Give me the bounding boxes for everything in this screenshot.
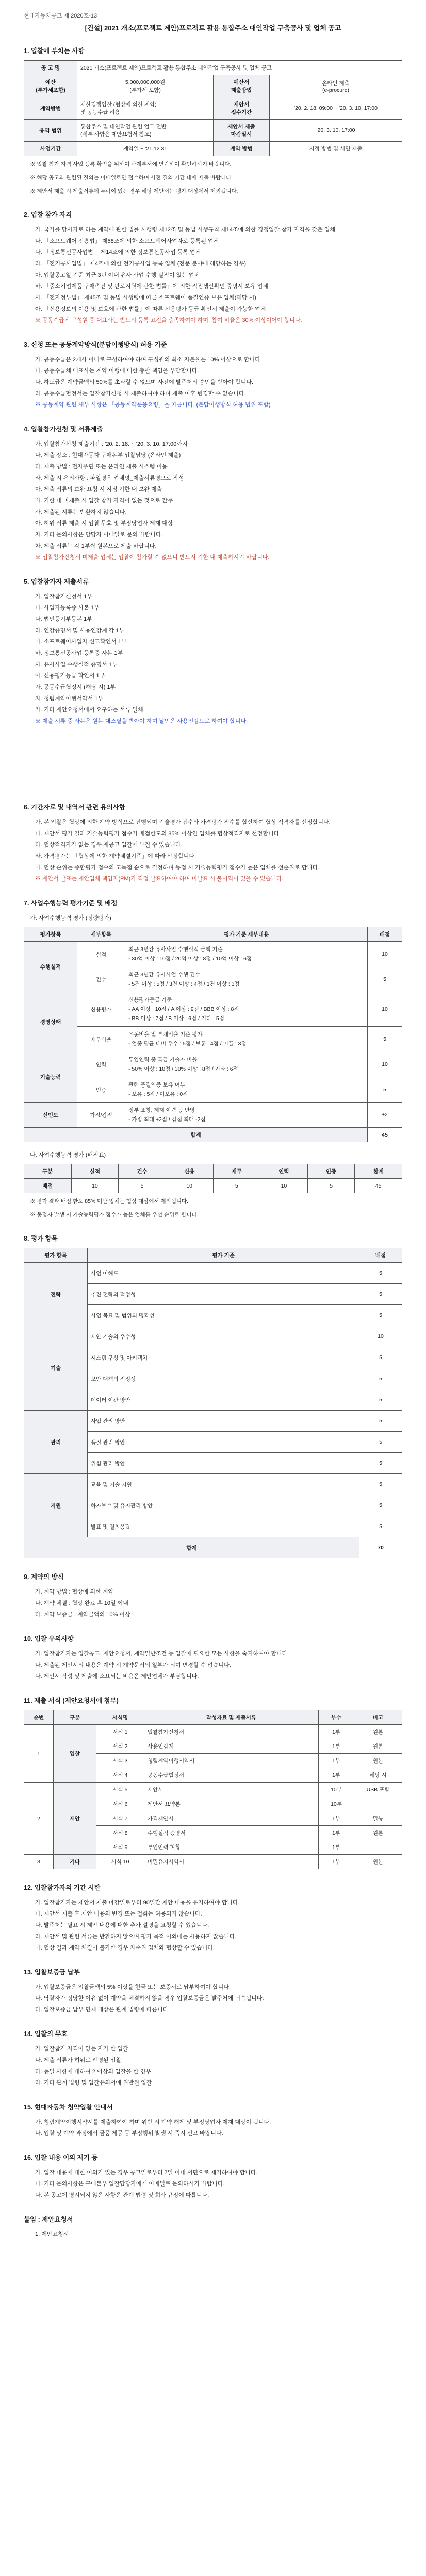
list-item: 라. 「전기공사업법」 제4조에 의한 전기공사업 등록 업체 (전문 분야에 해당하는 경우)	[35, 261, 247, 267]
list-item: 나. 제안서 제출 후 제안 내용의 변경 또는 철회는 허용되지 않습니다.	[35, 1911, 202, 1917]
table-cell: 서식 10	[96, 1855, 144, 1869]
table-cell: 기타	[54, 1855, 96, 1869]
table-cell: 10부	[319, 1797, 354, 1811]
column-header: 재무	[213, 1164, 260, 1179]
table-cell: 45	[368, 1128, 402, 1142]
list-item: 차. 청렴계약이행서약서 1부	[35, 696, 104, 702]
list-item: 다. 제안서 작성 및 제출에 소요되는 비용은 제안업체가 부담합니다.	[35, 1673, 199, 1680]
list-item: 라. 제안서 및 관련 서류는 반환하지 않으며 평가 목적 이외에는 사용하지 않습니다.	[35, 1934, 237, 1940]
table-cell: ±2	[368, 1103, 402, 1128]
table-cell: 10	[166, 1179, 213, 1193]
list-item: 라. 가격평가는 「협상에 의한 계약체결기준」에 따라 산정합니다.	[35, 853, 196, 859]
table-cell: 5	[359, 1284, 402, 1305]
list-item: 나. 제출 서류가 허위로 판명된 입찰	[35, 2057, 122, 2063]
table-cell: 발표 및 질의응답	[88, 1516, 359, 1537]
cell-value: 통합주소 및 대인작업 관련 업무 전반 (세부 사항은 제안요청서 참조)	[77, 120, 214, 142]
section-8-heading: 8. 평가 항목	[24, 1235, 58, 1242]
table-cell: 해당 시	[354, 1768, 402, 1783]
table-cell: 수행실적 증명서	[144, 1826, 319, 1840]
list-item: 나. 제출된 제안서의 내용은 계약 시 계약문서의 일부가 되며 변경할 수 없습니다.	[35, 1662, 231, 1668]
section-6-heading: 6. 기간자료 및 내역서 관련 유의사항	[24, 804, 125, 811]
table-cell: 10	[359, 1326, 402, 1347]
cell-label: 예산서 제출방법	[214, 75, 270, 97]
list-item: 나. 공동수급체 대표사는 계약 이행에 대한 총괄 책임을 부담합니다.	[35, 368, 199, 374]
list-item: 라. 제출 시 유의사항 : 파일명은 업체명_제출서류명으로 작성	[35, 475, 184, 481]
table-cell	[354, 1797, 402, 1811]
table-cell: 5	[359, 1411, 402, 1432]
document-body	[24, 11, 402, 2240]
section-3-heading: 3. 신청 또는 공동계약방식(분담이행방식) 허용 기준	[24, 341, 167, 348]
list-item: 자. 기타 문의사항은 담당자 이메일로 문의 바랍니다.	[35, 532, 163, 538]
column-header: 신용	[166, 1164, 213, 1179]
table-cell: 사업 관리 방안	[88, 1411, 359, 1432]
section-1-heading: 1. 입찰에 부치는 사항	[24, 47, 85, 55]
note: ※ 동점자 발생 시 기술능력평가 점수가 높은 업체를 우선 순위로 합니다.	[30, 1212, 199, 1218]
table-cell: 지원	[24, 1474, 88, 1537]
warning-note: ※ 입찰참가신청서 미제출 업체는 입찰에 참가할 수 없으니 반드시 기한 내 제출하시기 바랍니다.	[35, 554, 270, 561]
list-item: 가. 계약 방법 : 협상에 의한 계약	[35, 1589, 113, 1595]
note: ※ 제안서 제출 시 제출서류에 누락이 있는 경우 해당 제안서는 평가 대상에서 제외됩니다.	[30, 188, 238, 194]
table-cell: 밀봉	[354, 1811, 402, 1826]
table-cell: 3	[24, 1855, 54, 1869]
table-cell: 데이터 이관 방안	[88, 1389, 359, 1411]
list-item: 가. 입찰참가 자격이 없는 자가 한 입찰	[35, 2046, 128, 2052]
table-cell: 전략	[24, 1263, 88, 1326]
list-item: 가. 국가를 당사자로 하는 계약에 관한 법률 시행령 제12조 및 동법 시행규칙 제14조에 의한 경쟁입찰 참가 자격을 갖춘 업체	[35, 227, 335, 233]
table-cell: 5	[359, 1347, 402, 1368]
table-cell: 건수	[77, 967, 125, 992]
list-item: 다. 동일 사항에 대하여 2 이상의 입찰을 한 경우	[35, 2069, 151, 2075]
evaluation-criteria-table	[24, 927, 402, 1142]
cell-value: '20. 3. 10. 17:00	[270, 120, 402, 142]
table-cell: 5	[368, 1077, 402, 1103]
warning-note: ※ 제안서 발표는 제안업체 책임자(PM)가 직접 발표하여야 하며 미발표 시 불이익이 있을 수 있습니다.	[35, 876, 284, 882]
cell-label: 용역 범위	[24, 120, 77, 142]
list-item: 다. 「정보통신공사업법」 제14조에 의한 정보통신공사업 등록 업체	[35, 249, 201, 256]
section-10-heading: 10. 입찰 유의사항	[24, 1635, 74, 1642]
cell-label: 계약방법	[24, 97, 77, 120]
table-cell: 1부	[319, 1768, 354, 1783]
table-cell: 입찰참가신청서	[144, 1725, 319, 1739]
table-cell: 신인도	[24, 1103, 77, 1128]
table-cell: 5	[359, 1495, 402, 1516]
column-header: 작성자료 및 제출서류	[144, 1710, 319, 1725]
table-cell: 가점/감점	[77, 1103, 125, 1128]
table-cell: 인력	[77, 1052, 125, 1077]
note: ※ 입찰 참가 자격 사업 등록 확인을 위하여 관계부서에 연락하여 확인하시기 바랍니다.	[30, 161, 232, 167]
table-cell: 관리	[24, 1411, 88, 1474]
table-cell: 10	[368, 942, 402, 967]
table-cell: 5	[368, 1027, 402, 1052]
cell-label: 사업기간	[24, 142, 77, 156]
table-cell: 교육 및 기술 지원	[88, 1474, 359, 1495]
document-number: 현대자동차공고 제 2020호-13	[24, 13, 97, 19]
table-cell: 위험 관리 방안	[88, 1453, 359, 1474]
list-item: 다. 발주처는 필요 시 제안 내용에 대한 추가 설명을 요청할 수 있습니다.	[35, 1922, 209, 1928]
table-cell: 유동비율 및 부채비율 기준 평가 - 업종 평균 대비 우수 : 5점 / 보통 : 4점 / 미흡 : 3점	[125, 1027, 368, 1052]
list-item: 라. 기타 관계 법령 및 입찰유의서에 위반된 입찰	[35, 2080, 152, 2086]
table-cell: 서식 4	[96, 1768, 144, 1783]
list-item: 마. 입찰공고일 기준 최근 3년 이내 유사 사업 수행 실적이 있는 업체	[35, 272, 200, 278]
column-header: 배점	[368, 927, 402, 942]
section-7-heading: 7. 사업수행능력 평가기준 및 배점	[24, 900, 118, 907]
column-header: 인력	[260, 1164, 308, 1179]
list-item: 나. 「소프트웨어 진흥법」 제58조에 의한 소프트웨어사업자로 등록된 업체	[35, 238, 219, 244]
list-item: 나. 제출 장소 : 현대자동차 구매본부 입찰담당 (온라인 제출)	[35, 452, 181, 459]
table-cell: 1부	[319, 1739, 354, 1754]
column-header: 평가 항목	[24, 1248, 88, 1263]
list-item: 카. 기타 제안요청서에서 요구하는 서류 일체	[35, 707, 143, 713]
table-cell: 서식 3	[96, 1754, 144, 1768]
info-note: ※ 제출 서류 중 사본은 원본 대조필을 받아야 하며 날인은 사용인감으로 하여야 합니다.	[35, 718, 248, 724]
note: ※ 해당 공고와 관련된 질의는 이메일로만 접수하며 사전 질의 기간 내에 제출 바랍니다.	[30, 175, 233, 181]
section-4-heading: 4. 입찰참가신청 및 서류제출	[24, 426, 103, 433]
table-cell: 10부	[319, 1783, 354, 1797]
table-cell: 서식 7	[96, 1811, 144, 1826]
table-cell: 5	[359, 1389, 402, 1411]
table-cell: 사업 목표 및 범위의 명확성	[88, 1305, 359, 1326]
table-cell: 제안	[54, 1783, 96, 1855]
column-header: 평가항목	[24, 927, 77, 942]
cell-value: 계약일 ~ '21.12.31	[77, 142, 214, 156]
table-cell: 재무비율	[77, 1027, 125, 1052]
cell-value: 지정 방법 및 서면 제출	[270, 142, 402, 156]
list-item: 가. 입찰참가자는 입찰공고, 제안요청서, 계약일반조건 등 입찰에 필요한 모든 사항을 숙지하여야 합니다.	[35, 1651, 289, 1657]
table-cell: 관련 품질인증 보유 여부 - 보유 : 5점 / 미보유 : 0점	[125, 1077, 368, 1103]
list-item: 사. 유사사업 수행실적 증명서 1부	[35, 662, 118, 668]
column-header: 합계	[355, 1164, 402, 1179]
list-item: 가. 입찰참가자는 제안서 제출 마감일로부터 90일간 제안 내용을 유지하여야 합니다.	[35, 1900, 240, 1906]
list-item: 다. 하도급은 계약금액의 50%를 초과할 수 없으며 사전에 발주처의 승인을 받아야 합니다.	[35, 379, 254, 385]
table-cell: 2	[24, 1783, 54, 1855]
list-item: 나. 사업자등록증 사본 1부	[35, 605, 100, 611]
subsection-label: 나. 사업수행능력 평가 (배점표)	[30, 1152, 106, 1158]
table-cell: 서식 8	[96, 1826, 144, 1840]
table-cell: 실적	[77, 942, 125, 967]
list-item: 아. 허위 서류 제출 시 입찰 무효 및 부정당업자 제재 대상	[35, 520, 173, 527]
section-5-heading: 5. 입찰참가자 제출서류	[24, 578, 89, 585]
column-header: 부수	[319, 1710, 354, 1725]
column-header: 순번	[24, 1710, 54, 1725]
table-cell: 서식 2	[96, 1739, 144, 1754]
table-cell: 최근 3년간 유사사업 수행실적 금액 기준 - 30억 이상 : 10점 / 20억 이상 : 8점 / 10억 이상 : 6점	[125, 942, 368, 967]
table-cell: 서식 6	[96, 1797, 144, 1811]
list-item: 나. 제안서 평가 결과 기술능력평가 점수가 배점한도의 85% 이상인 업체를 협상적격자로 선정합니다.	[35, 831, 281, 837]
table-cell: 입찰	[54, 1725, 96, 1783]
column-header: 인증	[307, 1164, 355, 1179]
table-cell: 5	[359, 1453, 402, 1474]
cell-value: 5,000,000,000원 (부가세 포함)	[77, 75, 214, 97]
list-item: 가. 입찰참가신청서 1부	[35, 594, 92, 600]
attachment-item: 1. 제안요청서	[35, 2231, 69, 2238]
table-cell: 합계	[24, 1537, 359, 1558]
table-cell: 5	[307, 1179, 355, 1193]
column-header: 구분	[54, 1710, 96, 1725]
list-item: 바. 「중소기업제품 구매촉진 및 판로지원에 관한 법률」에 의한 직접생산확인 증명서 보유 업체	[35, 283, 268, 290]
table-cell: 1부	[319, 1826, 354, 1840]
table-cell: USB 포함	[354, 1783, 402, 1797]
table-cell: 1부	[319, 1840, 354, 1855]
table-cell: 1	[24, 1725, 54, 1783]
cell-label: 제안서 접수기간	[214, 97, 270, 120]
section-2-heading: 2. 입찰 참가 자격	[24, 211, 72, 218]
table-cell: 원본	[354, 1739, 402, 1754]
section-13-heading: 13. 입찰보증금 납부	[24, 1969, 80, 1976]
list-item: 다. 협상적격자가 없는 경우 재공고 입찰에 부칠 수 있습니다.	[35, 842, 183, 848]
table-cell: 가격제안서	[144, 1811, 319, 1826]
list-item: 가. 입찰 내용에 대한 이의가 있는 경우 공고일로부터 7일 이내 서면으로 제기하여야 합니다.	[35, 2170, 258, 2176]
list-item: 바. 기한 내 미제출 시 입찰 참가 자격이 없는 것으로 간주	[35, 498, 173, 504]
list-item: 다. 계약 보증금 : 계약금액의 10% 이상	[35, 1612, 130, 1618]
table-cell: 기술능력	[24, 1052, 77, 1103]
list-item: 마. 소프트웨어사업자 신고확인서 1부	[35, 639, 127, 645]
list-item: 라. 인감증명서 및 사용인감계 각 1부	[35, 628, 125, 634]
table-cell: 서식 1	[96, 1725, 144, 1739]
column-header: 서식명	[96, 1710, 144, 1725]
list-item: 아. 「신용정보의 이용 및 보호에 관한 법률」에 따른 신용평가 등급 확인서 제출이 가능한 업체	[35, 306, 266, 312]
table-cell: 1부	[319, 1754, 354, 1768]
column-header: 배점	[359, 1248, 402, 1263]
cell-value: '20. 2. 18. 09:00 ~ '20. 3. 10. 17:00	[270, 97, 402, 120]
list-item: 가. 본 입찰은 협상에 의한 계약 방식으로 진행되며 기술평가 점수와 가격평가 점수를 합산하여 협상 적격자를 선정합니다.	[35, 819, 331, 825]
table-cell: 1부	[319, 1811, 354, 1826]
column-header: 비고	[354, 1710, 402, 1725]
note: ※ 평가 결과 배점 한도 85% 미만 업체는 협상 대상에서 제외됩니다.	[30, 1198, 189, 1205]
column-header: 건수	[119, 1164, 166, 1179]
table-cell: 5	[359, 1305, 402, 1326]
table-cell: 시스템 구성 및 아키텍처	[88, 1347, 359, 1368]
list-item: 다. 본 공고에 명시되지 않은 사항은 관계 법령 및 회사 규정에 따릅니다.	[35, 2192, 209, 2198]
column-header: 평가 기준 세부내용	[125, 927, 368, 942]
table-cell: 5	[119, 1179, 166, 1193]
cell-label: 제안서 제출 마감일시	[214, 120, 270, 142]
table-cell: 최근 3년간 유사사업 수행 건수 - 5건 이상 : 5점 / 3건 이상 : 4점 / 1건 이상 : 3점	[125, 967, 368, 992]
list-item: 사. 제출된 서류는 반환하지 않습니다.	[35, 509, 127, 515]
table-cell: 서식 5	[96, 1783, 144, 1797]
table-cell: 원본	[354, 1725, 402, 1739]
table-cell: 투입인력 현황	[144, 1840, 319, 1855]
table-cell: 원본	[354, 1826, 402, 1840]
table-cell: 기술	[24, 1326, 88, 1411]
table-cell: 사용인감계	[144, 1739, 319, 1754]
column-header: 평가 기준	[88, 1248, 359, 1263]
table-cell: 합계	[24, 1128, 368, 1142]
table-cell: 10	[368, 992, 402, 1027]
section-16-heading: 16. 입찰 내용 이의 제기 등	[24, 2154, 98, 2161]
list-item: 가. 공동수급은 2개사 이내로 구성하여야 하며 구성원의 최소 지분율은 10% 이상으로 합니다.	[35, 357, 262, 363]
section-11-heading: 11. 제출 서식 (제안요청서에 첨부)	[24, 1697, 119, 1704]
list-item: 아. 신용평가등급 확인서 1부	[35, 673, 105, 679]
list-item: 마. 제출 서류의 보완 요청 시 지정 기한 내 보완 제출	[35, 486, 162, 493]
table-cell: 5	[359, 1474, 402, 1495]
list-item: 다. 제출 방법 : 전자우편 또는 온라인 제출 시스템 이용	[35, 464, 168, 470]
section-9-heading: 9. 계약의 방식	[24, 1573, 64, 1581]
table-cell: 신용평가	[77, 992, 125, 1027]
score-allocation-table	[24, 1164, 402, 1193]
table-cell: 정부 표창, 제재 이력 등 반영 - 가점 최대 +2점 / 감점 최대 -2점	[125, 1103, 368, 1128]
technical-evaluation-table	[24, 1248, 402, 1558]
table-cell	[354, 1840, 402, 1855]
table-cell: 5	[359, 1516, 402, 1537]
bid-summary-table	[24, 60, 402, 156]
list-item: 나. 낙찰자가 정당한 이유 없이 계약을 체결하지 않을 경우 입찰보증금은 발주처에 귀속됩니다.	[35, 1995, 264, 2002]
submission-forms-table	[24, 1710, 402, 1869]
table-cell: 45	[355, 1179, 402, 1193]
list-item: 가. 입찰보증금은 입찰금액의 5% 이상을 현금 또는 보증서로 납부하여야 합니다.	[35, 1984, 231, 1990]
list-item: 가. 입찰참가신청 제출기간 : '20. 2. 18. ~ '20. 3. 10. 17:00까지	[35, 441, 188, 447]
list-item: 가. 청렴계약이행서약서를 제출하여야 하며 위반 시 계약 해제 및 부정당업자 제재 대상이 됩니다.	[35, 2119, 271, 2125]
document-title: [건설] 2021 개소(프로젝트 제안)프로젝트 활용 통합주소 대인작업 구축공사 및 업체 공고	[85, 24, 341, 32]
table-cell: 70	[359, 1537, 402, 1558]
table-cell: 제안서	[144, 1783, 319, 1797]
table-cell: 하자보수 및 유지관리 방안	[88, 1495, 359, 1516]
table-cell: 인증	[77, 1077, 125, 1103]
table-cell: 신용평가등급 기준 - AA 이상 : 10점 / A 이상 : 9점 / BBB 이상 : 8점 - BB 이상 : 7점 / B 이상 : 6점 / 기타 : 5점	[125, 992, 368, 1027]
list-item: 사. 「전자정부법」 제45조 및 동법 시행령에 따른 소프트웨어 품질인증 보유 업체(해당 시)	[35, 295, 256, 301]
cell-label: 예산 (부가세포함)	[24, 75, 77, 97]
table-cell: 보안 대책의 적정성	[88, 1368, 359, 1389]
table-cell: 추진 전략의 적정성	[88, 1284, 359, 1305]
table-cell: 10	[71, 1179, 119, 1193]
table-cell: 5	[359, 1368, 402, 1389]
cell-label: 공 고 명	[24, 61, 77, 75]
table-cell: 10	[368, 1052, 402, 1077]
table-cell: 비밀유지서약서	[144, 1855, 319, 1869]
subsection-label: 가. 사업수행능력 평가 (정량평가)	[30, 915, 111, 921]
list-item: 라. 공동수급협정서는 입찰참가신청 시 제출하여야 하며 제출 이후 변경할 수 없습니다.	[35, 391, 246, 397]
column-header: 구분	[24, 1164, 72, 1179]
list-item: 나. 기타 문의사항은 구매본부 입찰담당자에게 이메일로 문의하시기 바랍니다.	[35, 2181, 225, 2187]
table-cell: 5	[213, 1179, 260, 1193]
table-cell: 품질 관리 방안	[88, 1432, 359, 1453]
list-item: 나. 입찰 및 계약 과정에서 금품 제공 등 부정행위 발생 시 즉시 신고 바랍니다.	[35, 2130, 223, 2137]
warning-note: ※ 공동수급체 구성원 중 대표사는 반드시 등록 요건을 충족하여야 하며, 참여 비율은 30% 이상이어야 합니다.	[35, 317, 302, 324]
list-item: 나. 계약 체결 : 협상 완료 후 10일 이내	[35, 1600, 128, 1606]
info-note: ※ 공동계약 관련 세부 사항은 「공동계약운용요령」을 따릅니다. (분담이행방식 허용 범위 포함)	[35, 402, 271, 408]
table-cell: 사업 이해도	[88, 1263, 359, 1284]
table-cell: 5	[368, 967, 402, 992]
cell-label: 계약 방법	[214, 142, 270, 156]
cell-value: 2021 개소(프로젝트 제안)프로젝트 활용 통합주소 대인작업 구축공사 및 업체 공고	[77, 61, 402, 75]
list-item: 다. 법인등기부등본 1부	[35, 616, 92, 622]
table-cell: 수행실적	[24, 942, 77, 992]
table-cell: 서식 9	[96, 1840, 144, 1855]
table-cell: 1부	[319, 1855, 354, 1869]
table-cell: 원본	[354, 1855, 402, 1869]
table-cell: 제안서 요약본	[144, 1797, 319, 1811]
section-14-heading: 14. 입찰의 무효	[24, 2030, 68, 2038]
table-cell: 배점	[24, 1179, 72, 1193]
list-item: 자. 공동수급협정서 (해당 시) 1부	[35, 684, 116, 690]
table-cell: 1부	[319, 1725, 354, 1739]
attachment-heading: 붙임 : 제안요청서	[24, 2216, 73, 2223]
table-cell: 경영상태	[24, 992, 77, 1052]
table-cell: 투입인력 중 특급 기술자 비율 - 50% 이상 : 10점 / 30% 이상 : 8점 / 기타 : 6점	[125, 1052, 368, 1077]
section-12-heading: 12. 입찰참가자의 기간 시한	[24, 1884, 101, 1891]
column-header: 실적	[71, 1164, 119, 1179]
table-cell: 10	[260, 1179, 308, 1193]
list-item: 마. 협상 순위는 종합평가 점수의 고득점 순으로 결정하며 동점 시 기술능력평가 점수가 높은 업체를 선순위로 합니다.	[35, 865, 320, 871]
section-15-heading: 15. 현대자동차 청약입찰 안내서	[24, 2104, 113, 2111]
table-cell: 청렴계약이행서약서	[144, 1754, 319, 1768]
table-cell: 제안 기술의 우수성	[88, 1326, 359, 1347]
list-item: 마. 협상 결과 계약 체결이 불가한 경우 차순위 업체와 협상할 수 있습니다.	[35, 1945, 215, 1951]
table-cell: 원본	[354, 1754, 402, 1768]
list-item: 차. 제출 서류는 각 1부씩 원본으로 제출 바랍니다.	[35, 543, 157, 549]
column-header: 세부항목	[77, 927, 125, 942]
cell-value: 제한경쟁입찰 (협상에 의한 계약) 및 공동수급 허용	[77, 97, 214, 120]
table-cell: 5	[359, 1263, 402, 1284]
list-item: 바. 정보통신공사업 등록증 사본 1부	[35, 650, 123, 656]
cell-value: 온라인 제출 (e-procure)	[270, 75, 402, 97]
table-cell: 5	[359, 1432, 402, 1453]
list-item: 다. 입찰보증금 납부 면제 대상은 관계 법령에 따릅니다.	[35, 2007, 170, 2013]
table-cell: 공동수급협정서	[144, 1768, 319, 1783]
